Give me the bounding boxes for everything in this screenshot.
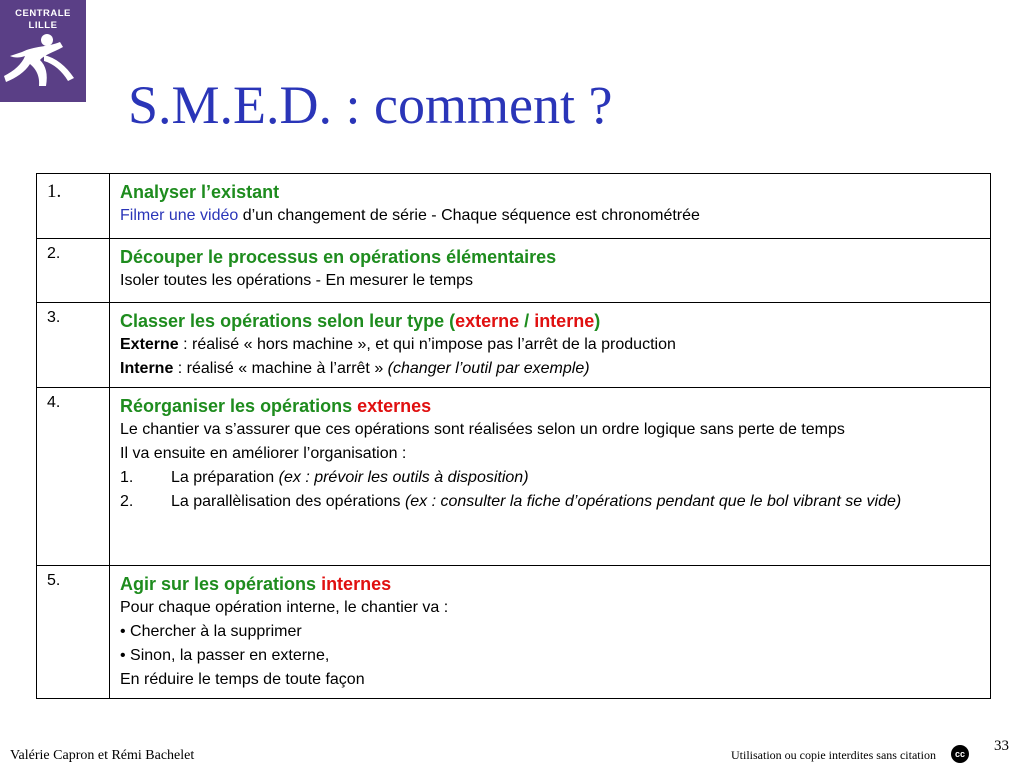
step-heading <box>120 310 980 333</box>
step-text: d’un changement de série - Chaque séquence est chronométrée <box>238 207 700 224</box>
table-row <box>37 303 991 388</box>
step-number: 5. <box>37 566 110 699</box>
step-content <box>110 388 991 566</box>
logo-line2: LILLE <box>28 20 58 31</box>
step-number: 4. <box>37 388 110 566</box>
centrale-lille-logo <box>0 0 86 102</box>
step-line: En réduire le temps de toute façon <box>120 671 365 688</box>
step-text: : réalisé « hors machine », et qui n’impose pas l’arrêt de la production <box>178 336 676 353</box>
step-heading <box>120 573 980 596</box>
step-text: La préparation <box>171 469 279 486</box>
list-item <box>120 466 980 490</box>
step-line: • Sinon, la passer en externe, <box>120 647 330 664</box>
step-line <box>120 357 980 381</box>
step-line <box>120 418 980 442</box>
step-content <box>110 566 991 699</box>
step-heading: Découper le processus en opérations élémentaires <box>120 247 557 267</box>
slide-title: S.M.E.D. : comment ? <box>128 75 613 135</box>
heading-text: ) <box>594 311 601 331</box>
heading-highlight: interne <box>534 311 595 331</box>
smed-steps-table <box>36 173 991 699</box>
example-text: (changer l’outil par exemple) <box>387 360 590 377</box>
heading-highlight: internes <box>321 574 392 594</box>
footer-license: Utilisation ou copie interdites sans citation <box>731 748 936 762</box>
list-number: 2. <box>120 493 134 510</box>
heading-highlight: externes <box>357 396 432 416</box>
video-text: Filmer une vidéo <box>120 207 239 224</box>
heading-highlight: externe <box>455 311 520 331</box>
term-label: Interne <box>120 360 174 377</box>
step-text: Le chantier va s’assurer que ces opérations sont réalisées selon un ordre logique sans perte de temps <box>120 421 845 438</box>
table-row <box>37 174 991 239</box>
table-row <box>37 239 991 303</box>
step-line: • Chercher à la supprimer <box>120 623 302 640</box>
step-text: : réalisé « machine à l’arrêt » <box>173 360 388 377</box>
list-text <box>171 490 901 514</box>
step-content <box>110 174 991 239</box>
list-text <box>171 466 529 490</box>
step-line: Pour chaque opération interne, le chantier va : <box>120 599 449 616</box>
table-row <box>37 388 991 566</box>
example-text: (ex : consulter la fiche d’opérations pendant que le bol vibrant se vide) <box>404 493 902 510</box>
footer-authors: Valérie Capron et Rémi Bachelet <box>10 748 195 763</box>
example-text: (ex : prévoir les outils à disposition) <box>278 469 529 486</box>
heading-text: Réorganiser les opérations <box>120 396 358 416</box>
step-line <box>120 333 980 357</box>
term-label: Externe <box>120 336 179 353</box>
page-number: 33 <box>994 738 1009 754</box>
heading-text: Agir sur les opérations <box>120 574 322 594</box>
step-text: La parallèlisation des opérations <box>171 493 405 510</box>
list-item <box>120 490 980 514</box>
creative-commons-icon: cc <box>951 745 969 763</box>
step-line: Il va ensuite en améliorer l’organisation : <box>120 445 407 462</box>
step-heading: Analyser l’existant <box>120 182 280 202</box>
heading-text: / <box>519 311 535 331</box>
heading-text: Classer les opérations selon leur type ( <box>120 311 456 331</box>
runner-icon <box>0 0 86 102</box>
table-row <box>37 566 991 699</box>
list-number: 1. <box>120 469 134 486</box>
step-content <box>110 239 991 303</box>
step-line: Isoler toutes les opérations - En mesurer le temps <box>120 272 474 289</box>
step-content <box>110 303 991 388</box>
step-number: 1. <box>37 174 110 239</box>
logo-line1: CENTRALE <box>15 8 71 19</box>
step-line <box>120 204 980 228</box>
step-heading <box>120 395 980 418</box>
step-number: 2. <box>37 239 110 303</box>
step-number: 3. <box>37 303 110 388</box>
